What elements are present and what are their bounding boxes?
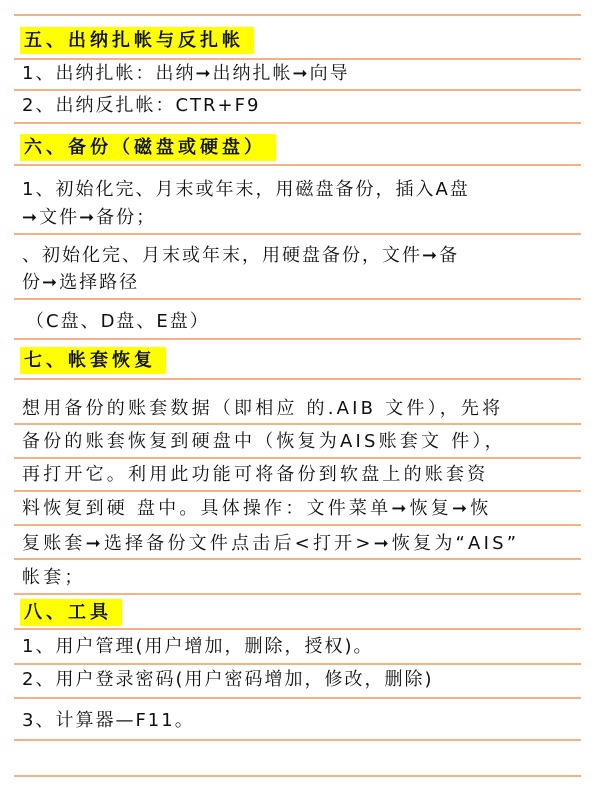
- section-6-line-4: 份➞选择路径: [22, 272, 140, 293]
- divider: [14, 122, 581, 124]
- divider: [14, 298, 581, 300]
- section-heading-6: 六、备份（磁盘或硬盘）: [20, 134, 276, 161]
- divider: [14, 14, 581, 16]
- divider: [14, 423, 581, 425]
- divider: [14, 593, 581, 595]
- section-8-line-2: 2、用户登录密码(用户密码增加，修改，删除): [22, 669, 434, 690]
- divider: [14, 58, 581, 60]
- divider: [14, 663, 581, 665]
- divider: [14, 558, 581, 560]
- divider: [14, 233, 581, 235]
- divider: [14, 775, 581, 777]
- section-7-line-1: 想用备份的账套数据（即相应 的.AIB 文件），先将: [22, 398, 504, 419]
- section-6-line-1: 1、初始化完、月末或年末，用磁盘备份，插入A盘: [22, 179, 470, 200]
- section-8-line-1: 1、用户管理(用户增加，删除，授权)。: [22, 636, 374, 657]
- section-7-line-2: 备份的账套恢复到硬盘中（恢复为AIS账套文 件），: [22, 431, 506, 452]
- divider: [14, 628, 581, 630]
- section-heading-7: 七、帐套恢复: [20, 347, 166, 374]
- section-6-line-2: ➞文件➞备份；: [22, 207, 157, 228]
- section-heading-8: 八、工具: [20, 599, 122, 626]
- section-6-line-3: 、初始化完、月末或年末，用硬盘备份，文件➞备: [22, 245, 460, 266]
- divider: [14, 457, 581, 459]
- section-7-line-3: 再打开它。利用此功能可将备份到软盘上的账套资: [22, 464, 489, 485]
- divider: [14, 338, 581, 340]
- divider: [14, 378, 581, 380]
- section-8-line-3: 3、计算器—F11。: [22, 710, 195, 731]
- divider: [14, 490, 581, 492]
- section-7-line-5: 复账套➞选择备份文件点击后<打开>➞恢复为“AIS”: [22, 533, 520, 554]
- section-7-line-6: 帐套；: [22, 567, 86, 588]
- divider: [14, 164, 581, 166]
- section-5-line-1: 1、出纳扎帐：出纳➞出纳扎帐➞向导: [22, 63, 350, 84]
- section-heading-5: 五、出纳扎帐与反扎帐: [20, 27, 254, 54]
- divider: [14, 697, 581, 699]
- divider: [14, 739, 581, 741]
- divider: [14, 89, 581, 91]
- section-6-line-5: （C盘、D盘、E盘）: [26, 311, 210, 332]
- divider: [14, 524, 581, 526]
- section-7-line-4: 料恢复到硬 盘中。具体操作：文件菜单➞恢复➞恢: [22, 498, 492, 519]
- section-5-line-2: 2、出纳反扎帐：CTR+F9: [22, 95, 261, 116]
